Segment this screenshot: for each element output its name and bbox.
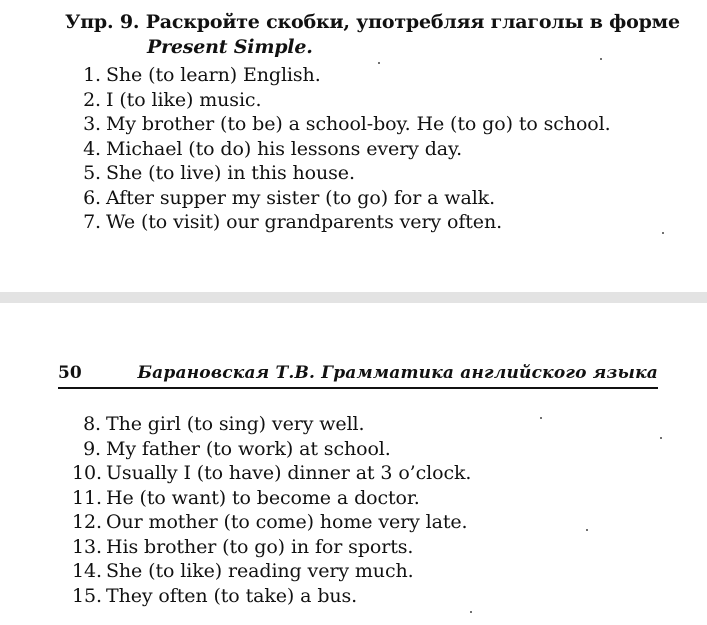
sentence-text: Our mother (to come) home very late. — [106, 511, 468, 533]
sentence-list-top — [72, 63, 611, 235]
page-bottom — [0, 303, 707, 625]
sentence-text: She (to live) in this house. — [106, 162, 355, 184]
sentence-number: 14. — [72, 560, 102, 582]
exercise-heading-line1: Упр. 9. Раскройте скобки, употребляя глаголы в форме — [65, 11, 680, 33]
sentence-number: 11. — [72, 486, 102, 509]
page-separator — [0, 292, 707, 303]
sentence-number: 6. — [83, 186, 101, 209]
sentence-number: 4. — [83, 137, 101, 160]
sentence-text: She (to learn) English. — [106, 64, 321, 86]
sentence-item — [72, 486, 471, 511]
sentence-list-bottom — [72, 412, 471, 608]
page-number: 50 — [58, 363, 82, 383]
sentence-item — [72, 186, 611, 211]
sentence-number: 9. — [83, 437, 101, 460]
print-speck — [660, 437, 662, 439]
page-top — [0, 0, 707, 292]
sentence-number: 8. — [83, 413, 101, 435]
running-head — [58, 361, 658, 389]
sentence-text: She (to like) reading very much. — [106, 560, 414, 582]
sentence-item — [72, 559, 471, 584]
sentence-text: Michael (to do) his lessons every day. — [106, 137, 463, 160]
exercise-heading-line2: Present Simple. — [147, 36, 313, 58]
sentence-text: Usually I (to have) dinner at 3 o’clock. — [106, 462, 472, 484]
sentence-item — [72, 63, 611, 88]
sentence-item — [72, 161, 611, 186]
sentence-number: 3. — [83, 113, 101, 135]
sentence-text: They often (to take) a bus. — [106, 584, 358, 607]
sentence-text: We (to visit) our grandparents very often. — [106, 211, 503, 233]
sentence-item — [72, 584, 471, 609]
sentence-number: 5. — [83, 162, 101, 184]
exercise-heading — [65, 10, 685, 60]
sentence-text: My brother (to be) a school-boy. He (to go) to school. — [106, 113, 611, 135]
sentence-text: After supper my sister (to go) for a walk. — [106, 186, 496, 209]
print-speck — [662, 232, 664, 234]
sentence-item — [72, 112, 611, 137]
running-title: Барановская Т.В. Грамматика английского языка — [137, 363, 658, 383]
sentence-item — [72, 88, 611, 113]
print-speck — [600, 58, 602, 60]
print-speck — [470, 611, 472, 613]
sentence-text: I (to like) music. — [106, 88, 262, 111]
sentence-number: 13. — [72, 535, 102, 558]
sentence-text: The girl (to sing) very well. — [106, 413, 365, 435]
sentence-item — [72, 210, 611, 235]
sentence-text: His brother (to go) in for sports. — [106, 535, 414, 558]
sentence-number: 12. — [72, 511, 102, 533]
print-speck — [540, 417, 542, 419]
sentence-text: My father (to work) at school. — [106, 437, 391, 460]
sentence-item — [72, 437, 471, 462]
sentence-item — [72, 412, 471, 437]
sentence-item — [72, 535, 471, 560]
sentence-number: 15. — [72, 584, 102, 607]
sentence-number: 10. — [72, 462, 102, 484]
sentence-number: 1. — [83, 64, 101, 86]
sentence-number: 2. — [83, 88, 101, 111]
print-speck — [378, 62, 380, 64]
sentence-text: He (to want) to become a doctor. — [106, 486, 420, 509]
sentence-number: 7. — [83, 211, 101, 233]
print-speck — [586, 529, 588, 531]
sentence-item — [72, 510, 471, 535]
sentence-item — [72, 137, 611, 162]
sentence-item — [72, 461, 471, 486]
